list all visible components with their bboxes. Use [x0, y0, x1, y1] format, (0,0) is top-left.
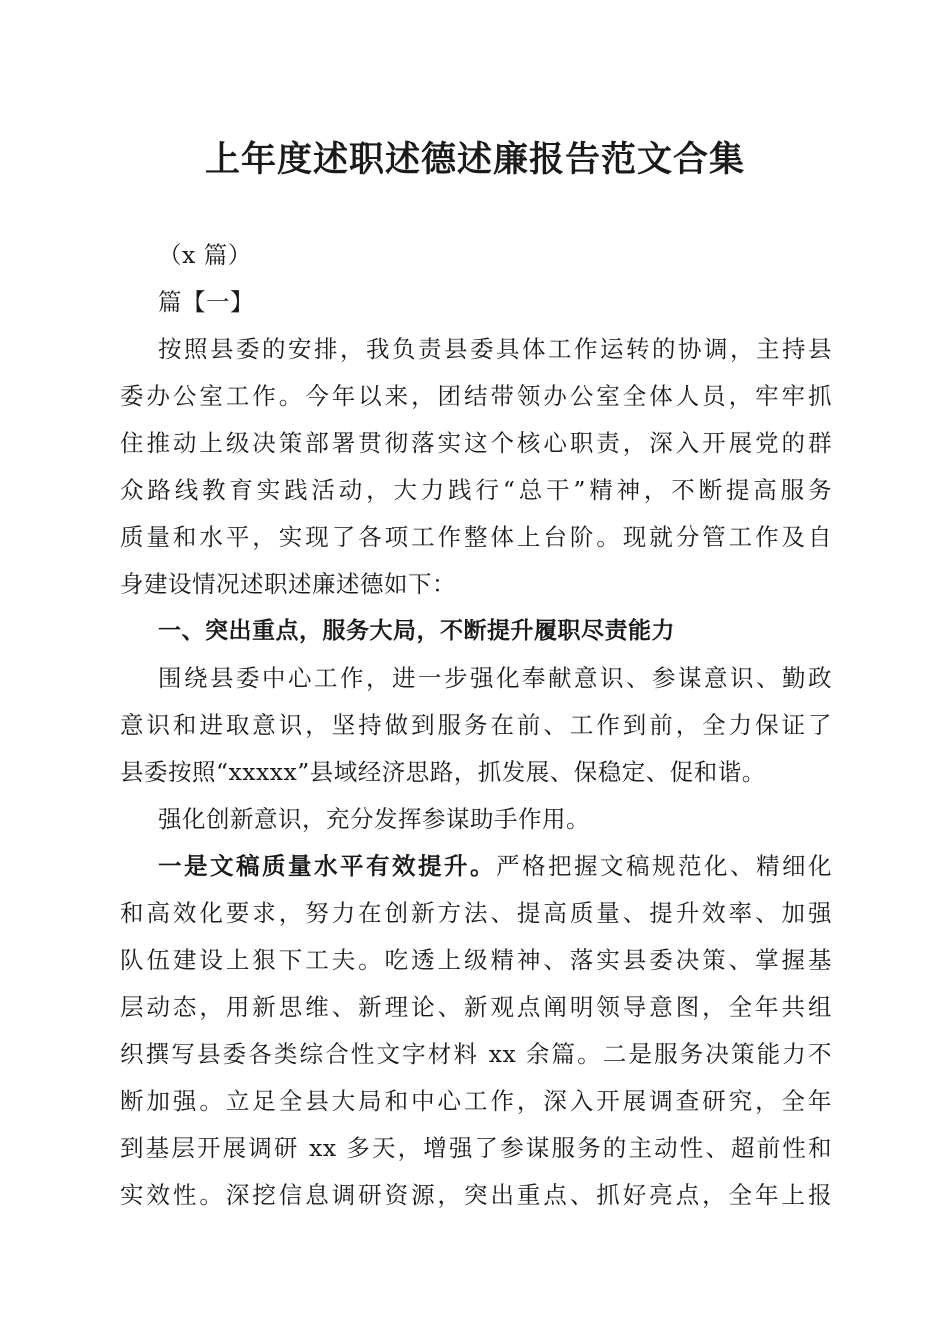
paragraph-lead: 一是文稿质量水平有效提升。 [158, 852, 496, 880]
paragraph-line: 众路线教育实践活动，大力践行“总干”精神，不断提高服务 [120, 476, 832, 504]
paragraph-line: 按照县委的安排，我负责县委具体工作运转的协调，主持县 [158, 335, 832, 363]
paragraph-line: 层动态，用新思维、新理论、新观点阐明领导意图，全年共组 [120, 993, 832, 1021]
paragraph-focus [120, 655, 832, 796]
paragraph-line: 织撰写县委各类综合性文字材料 xx 余篇。二是服务决策能力不 [120, 1040, 832, 1068]
paragraph-line: 委办公室工作。今年以来，团结带领办公室全体人员，牢牢抓 [120, 382, 832, 410]
section-heading: 一、突出重点，服务大局，不断提升履职尽责能力 [158, 618, 675, 644]
paragraph-line: 到基层开展调研 xx 多天，增强了参谋服务的主动性、超前性和 [120, 1134, 832, 1162]
paragraph-line: 身建设情况述职述廉述德如下： [120, 570, 456, 598]
section-label: 篇【一】 [158, 288, 254, 316]
paragraph-line: 实效性。深挖信息调研资源，突出重点、抓好亮点，全年上报 [120, 1181, 832, 1209]
paragraph-line: 质量和水平，实现了各项工作整体上台阶。现就分管工作及自 [120, 523, 832, 551]
paragraph-line: 意识和进取意识，坚持做到服务在前、工作到前，全力保证了 [120, 711, 832, 739]
paragraph-line: 围绕县委中心工作，进一步强化奉献意识、参谋意识、勤政 [158, 664, 832, 692]
document-title: 上年度述职述德述廉报告范文合集 [204, 139, 745, 180]
paragraph-intro [120, 326, 832, 608]
paragraph-line-rest: 严格把握文稿规范化、精细化 [496, 852, 832, 880]
paragraph-line: 和高效化要求，努力在创新方法、提高质量、提升效率、加强 [120, 899, 832, 927]
paragraph-line: 住推动上级决策部署贯彻落实这个核心职责，深入开展党的群 [120, 429, 832, 457]
paragraph-documents [120, 843, 832, 1219]
paragraph-line: 队伍建设上狠下工夫。吃透上级精神、落实县委决策、掌握基 [120, 946, 832, 974]
paragraph-line: 断加强。立足全县大局和中心工作，深入开展调查研究，全年 [120, 1087, 832, 1115]
count-note: （x 篇） [158, 241, 252, 269]
document-body [120, 232, 832, 1219]
paragraph-innovation: 强化创新意识，充分发挥参谋助手作用。 [158, 805, 590, 833]
paragraph-line [120, 843, 832, 890]
paragraph-line: 县委按照“xxxxx”县域经济思路，抓发展、保稳定、促和谐。 [120, 758, 766, 786]
